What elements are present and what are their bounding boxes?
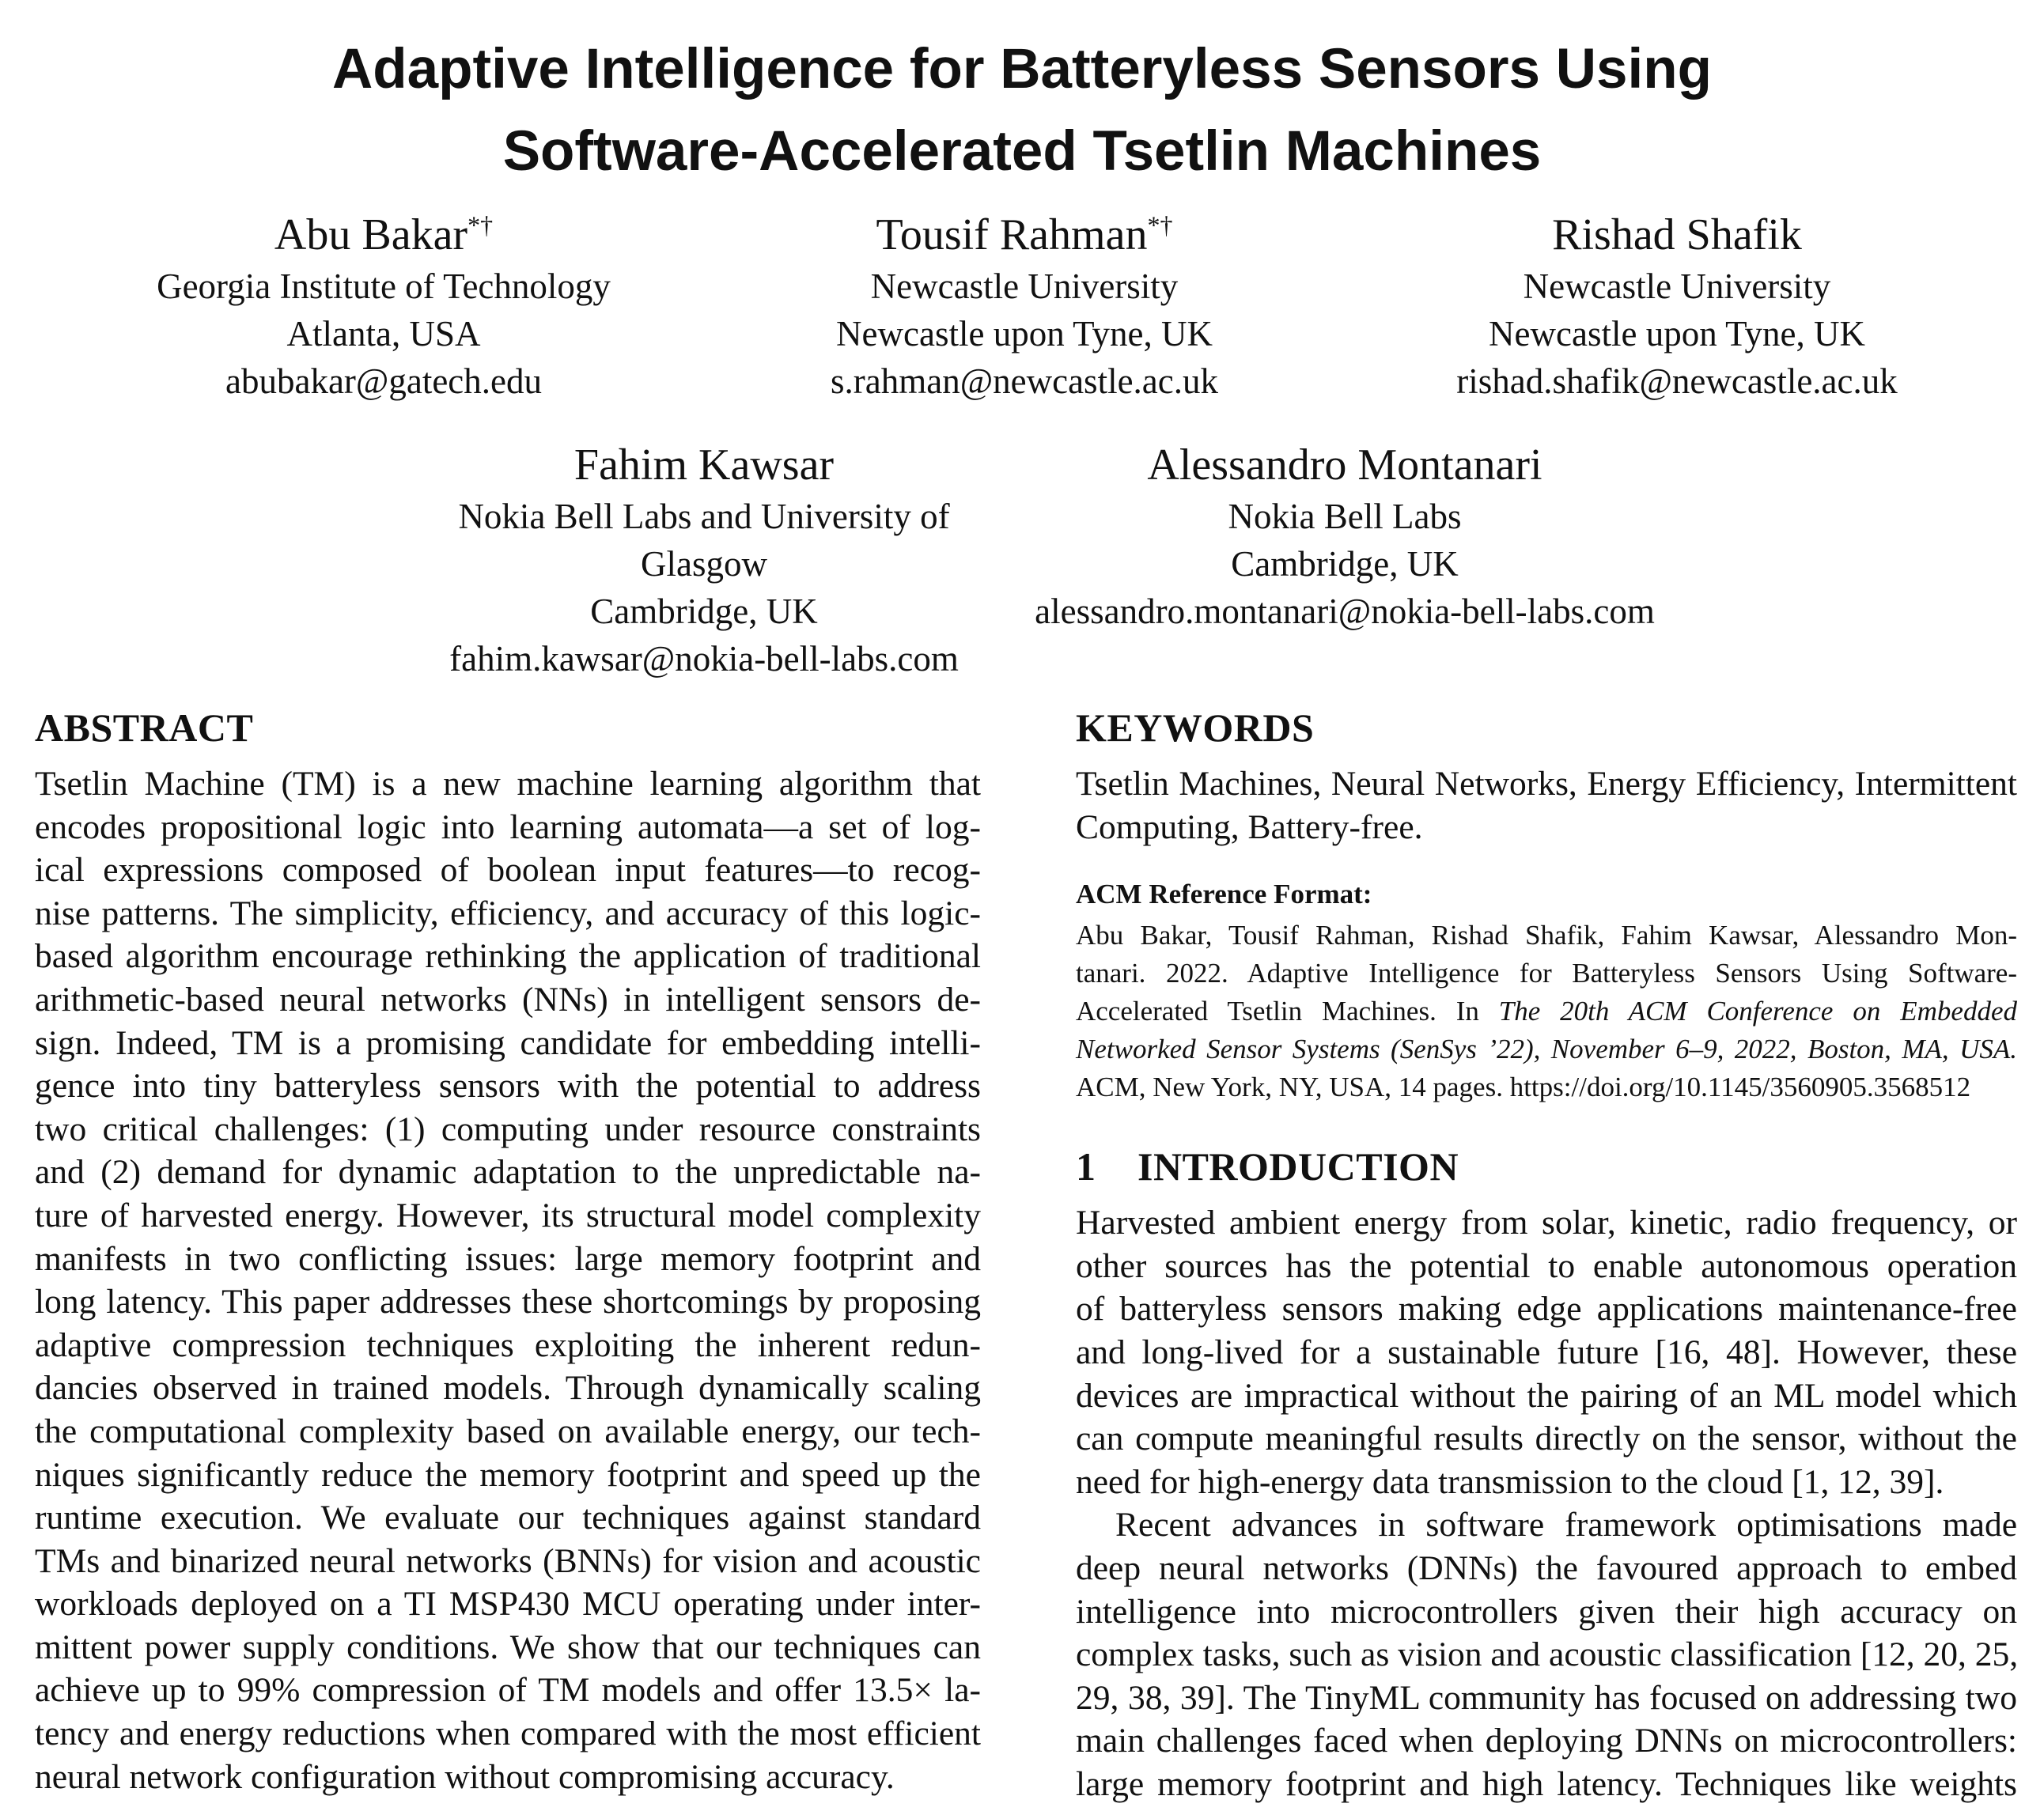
author-name <box>1361 207 1993 263</box>
intro-paragraph-2 <box>1076 1503 2017 1805</box>
author-location: Newcastle upon Tyne, UK <box>836 314 1213 354</box>
acm-reference-doi[interactable]: ACM, New York, NY, USA, 14 pages. https://doi.org/10.1145/3560905.3568512 <box>1076 1072 1971 1103</box>
abstract-body <box>35 762 981 1798</box>
intro-paragraph-1 <box>1076 1201 2017 1503</box>
author-block-rishad-shafik <box>1361 207 1993 405</box>
keywords-body <box>1076 762 2017 849</box>
intro-line: need for high-energy data transmission to the cloud [1, 12, 39]. <box>1076 1462 1944 1501</box>
author-location: Newcastle upon Tyne, UK <box>1489 314 1865 354</box>
intro-line: 29, 38, 39]. The TinyML community has focused on addressing two <box>1076 1678 2017 1717</box>
intro-line: intelligence into microcontrollers given their high accuracy on <box>1076 1592 2017 1631</box>
author-email[interactable]: rishad.shafik@newcastle.ac.uk <box>1456 361 1898 401</box>
author-block-alessandro-montanari <box>1028 437 1661 635</box>
intro-line: Recent advances in software framework optimisations made <box>1115 1506 2017 1544</box>
right-column <box>1076 702 2017 1806</box>
intro-line: of batteryless sensors making edge applications maintenance-free <box>1076 1290 2017 1329</box>
author-affiliation: Nokia Bell Labs <box>1228 497 1462 536</box>
author-block-abu-bakar <box>71 207 696 405</box>
acm-reference-venue-cont: Networked Sensor Systems (SenSys ’22), November 6–9, 2022, Boston, MA, USA. <box>1076 1034 2017 1065</box>
author-affiliation-cont: Glasgow <box>641 544 767 584</box>
acm-reference-line: Abu Bakar, Tousif Rahman, Rishad Shafik, Fahim Kawsar, Alessandro Mon- <box>1076 920 2017 951</box>
abstract-line: sign. Indeed, TM is a promising candidate for embedding intelli- <box>35 1023 981 1062</box>
intro-line: deep neural networks (DNNs) the favoured approach to embed <box>1076 1548 2017 1587</box>
author-name <box>388 437 1020 493</box>
author-name <box>712 207 1337 263</box>
abstract-line: adaptive compression techniques exploiting the inherent redun- <box>35 1325 981 1364</box>
abstract-section <box>35 702 981 1798</box>
acm-reference-text: Accelerated Tsetlin Machines. In <box>1076 996 1499 1027</box>
acm-reference-line: tanari. 2022. Adaptive Intelligence for Batteryless Sensors Using Software- <box>1076 958 2017 989</box>
author-email[interactable]: alessandro.montanari@nokia-bell-labs.com <box>1035 592 1655 631</box>
author-affiliation: Nokia Bell Labs and University of <box>458 497 950 536</box>
intro-line: can compute meaningful results directly on the sensor, without the <box>1076 1420 2017 1458</box>
author-email[interactable]: abubakar@gatech.edu <box>225 361 542 401</box>
paper-title <box>0 28 2044 193</box>
abstract-line: dancies observed in trained models. Through dynamically scaling <box>35 1369 981 1408</box>
author-name-text: Tousif Rahman <box>876 210 1148 259</box>
abstract-line: Tsetlin Machine (TM) is a new machine learning algorithm that <box>35 765 981 803</box>
author-location: Atlanta, USA <box>286 314 481 354</box>
abstract-line: runtime execution. We evaluate our techniques against standard <box>35 1499 981 1537</box>
author-affiliation: Newcastle University <box>1523 267 1831 306</box>
acm-reference-heading: ACM Reference Format: <box>1076 879 1372 910</box>
acm-reference-line <box>1076 992 2017 1030</box>
abstract-heading: ABSTRACT <box>35 705 254 750</box>
author-marks: *† <box>1147 210 1173 240</box>
intro-line: devices are impractical without the pairing of an ML model which <box>1076 1376 2017 1415</box>
introduction-heading <box>1076 1141 2017 1192</box>
author-affiliation: Newcastle University <box>870 267 1179 306</box>
author-name <box>71 207 696 263</box>
abstract-line: based algorithm encourage rethinking the application of traditional <box>35 937 981 976</box>
abstract-line: the computational complexity based on available energy, our tech- <box>35 1412 981 1450</box>
author-location: Cambridge, UK <box>590 592 818 631</box>
author-name <box>1028 437 1661 493</box>
keywords-line: Tsetlin Machines, Neural Networks, Energy Efficiency, Intermittent <box>1076 765 2017 803</box>
abstract-line: two critical challenges: (1) computing under resource constraints <box>35 1110 981 1148</box>
abstract-line: and (2) demand for dynamic adaptation to the unpredictable na- <box>35 1153 981 1192</box>
abstract-line: TMs and binarized neural networks (BNNs) for vision and acoustic <box>35 1541 981 1580</box>
abstract-line: nise patterns. The simplicity, efficiency, and accuracy of this logic- <box>35 894 981 932</box>
author-name-text: Alessandro Montanari <box>1147 440 1542 490</box>
abstract-line: encodes propositional logic into learning automata—a set of log- <box>35 807 981 846</box>
abstract-line: tency and energy reductions when compared with the most efficient <box>35 1715 981 1753</box>
abstract-line: achieve up to 99% compression of TM models and offer 13.5× la- <box>35 1671 981 1710</box>
author-name-text: Rishad Shafik <box>1552 210 1802 259</box>
abstract-line: arithmetic-based neural networks (NNs) in intelligent sensors de- <box>35 980 981 1019</box>
abstract-line: ical expressions composed of boolean input features—to recog- <box>35 851 981 890</box>
author-affiliation: Georgia Institute of Technology <box>157 267 611 306</box>
abstract-line: mittent power supply conditions. We show that our techniques can <box>35 1628 981 1666</box>
keywords-line: Computing, Battery-free. <box>1076 807 1423 846</box>
abstract-line: neural network configuration without compromising accuracy. <box>35 1757 895 1796</box>
abstract-line: long latency. This paper addresses these shortcomings by proposing <box>35 1283 981 1321</box>
introduction-body <box>1076 1201 2017 1805</box>
author-email[interactable]: fahim.kawsar@nokia-bell-labs.com <box>449 639 959 679</box>
intro-line: large memory footprint and high latency. Techniques like weights <box>1076 1764 2017 1803</box>
intro-line: other sources has the potential to enable autonomous operation <box>1076 1246 2017 1285</box>
abstract-line: workloads deployed on a TI MSP430 MCU operating under inter- <box>35 1585 981 1624</box>
author-name-text: Fahim Kawsar <box>573 440 835 490</box>
intro-line: and long-lived for a sustainable future [16, 48]. However, these <box>1076 1333 2017 1371</box>
intro-line: main challenges faced when deploying DNNs on microcontrollers: <box>1076 1722 2017 1760</box>
intro-line: complex tasks, such as vision and acoustic classification [12, 20, 25, <box>1076 1635 2019 1674</box>
intro-line: Harvested ambient energy from solar, kinetic, radio frequency, or <box>1076 1204 2017 1242</box>
author-block-tousif-rahman <box>712 207 1337 405</box>
abstract-line: manifests in two conflicting issues: large memory footprint and <box>35 1239 981 1278</box>
title-line-1: Adaptive Intelligence for Batteryless Sensors Using <box>332 38 1712 100</box>
author-block-fahim-kawsar <box>388 437 1020 682</box>
author-location: Cambridge, UK <box>1231 544 1459 584</box>
author-marks: *† <box>467 210 494 240</box>
section-number: 1 <box>1076 1144 1096 1189</box>
title-line-2: Software-Accelerated Tsetlin Machines <box>502 120 1542 183</box>
acm-reference-line <box>1076 1030 2017 1068</box>
author-name-text: Abu Bakar <box>274 210 468 259</box>
section-title: INTRODUCTION <box>1137 1144 1459 1189</box>
abstract-line: ture of harvested energy. However, its structural model complexity <box>35 1196 981 1234</box>
abstract-line: gence into tiny batteryless sensors with the potential to address <box>35 1067 981 1106</box>
acm-reference-venue: The 20th ACM Conference on Embedded <box>1498 996 2017 1027</box>
keywords-heading: KEYWORDS <box>1076 705 1315 750</box>
acm-reference-format <box>1076 875 2017 1106</box>
abstract-line: niques significantly reduce the memory footprint and speed up the <box>35 1455 981 1494</box>
author-email[interactable]: s.rahman@newcastle.ac.uk <box>831 361 1218 401</box>
